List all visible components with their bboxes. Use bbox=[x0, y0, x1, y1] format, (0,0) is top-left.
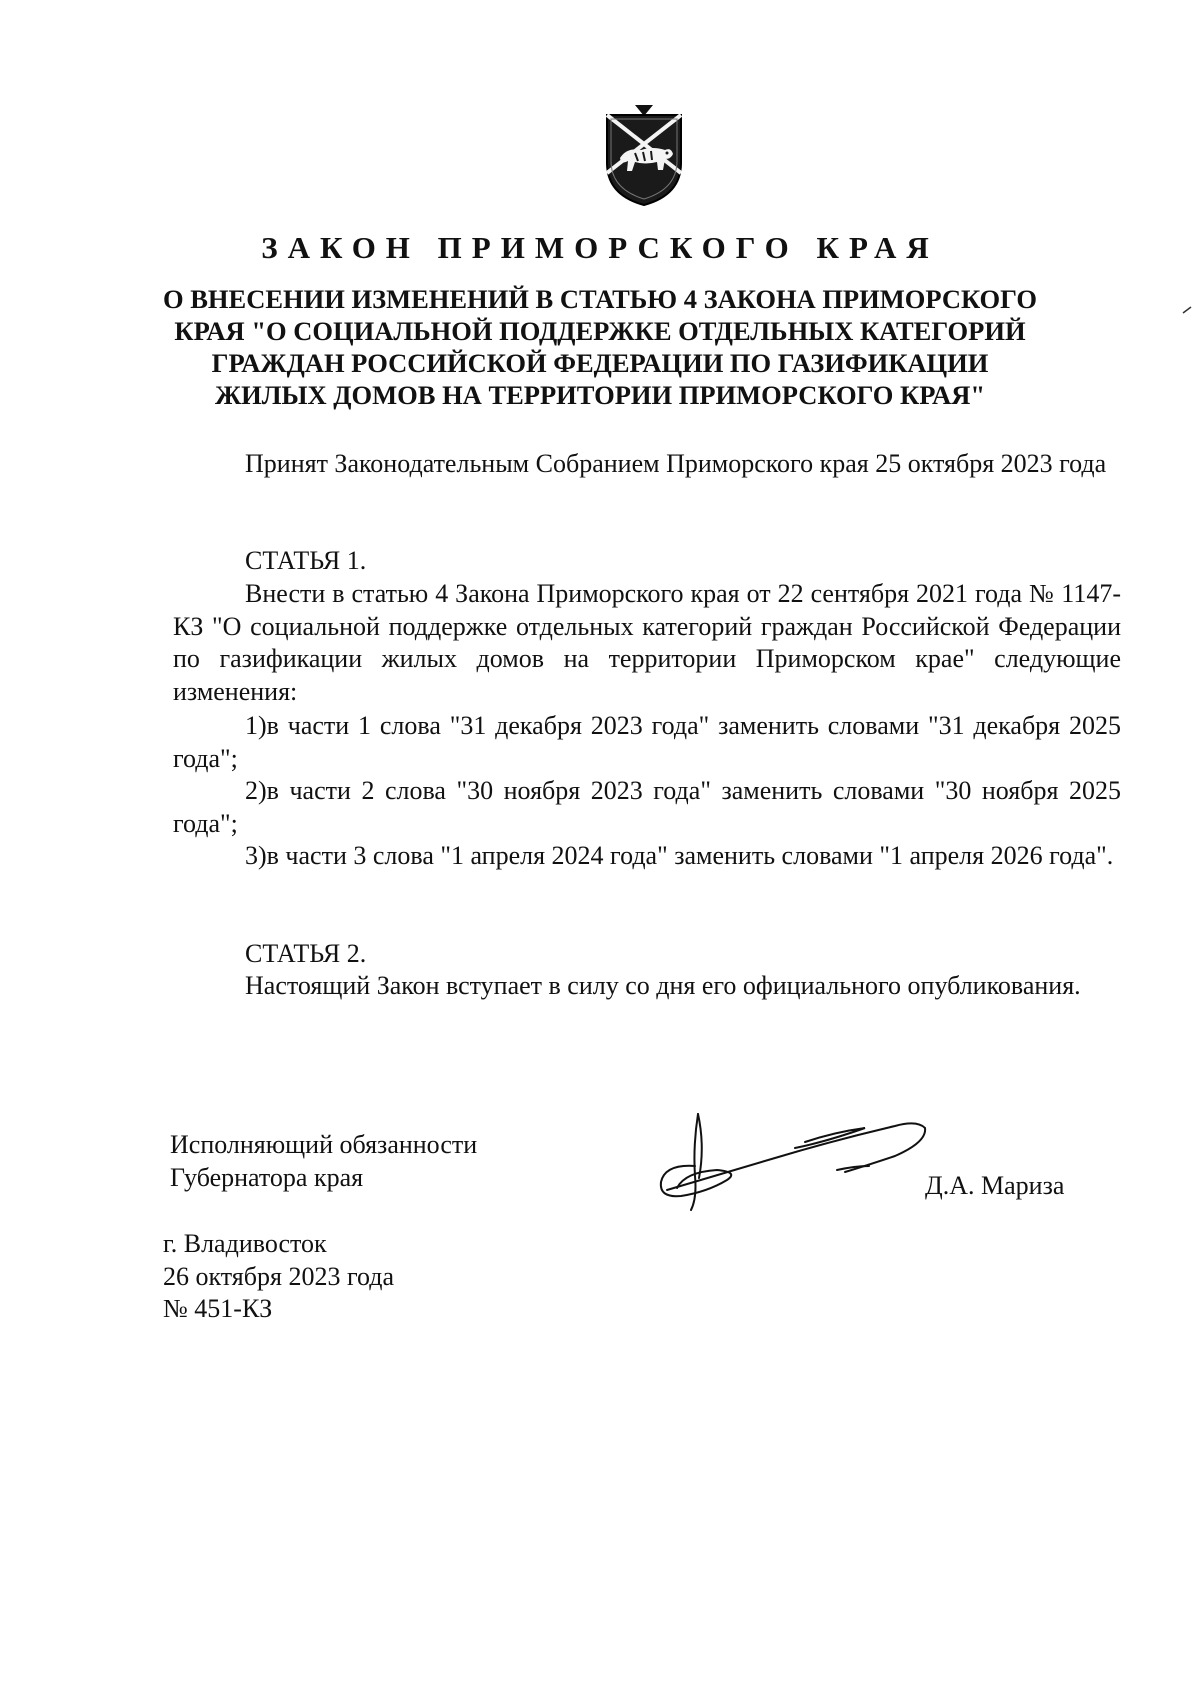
signing-date: 26 октября 2023 года bbox=[163, 1261, 394, 1291]
article-1-intro: Внести в статью 4 Закона Приморского края от 22 сентября 2021 года № 1147-КЗ "О социальной поддержке отдельных категорий граждан Российской Федерации по газификации жилых домов на территории Приморском крае" следующие изменения: bbox=[173, 579, 1121, 706]
law-subtitle bbox=[150, 283, 1050, 411]
signer-position bbox=[170, 1128, 590, 1194]
law-number: № 451-КЗ bbox=[163, 1294, 273, 1323]
primorsky-coat-of-arms-icon bbox=[605, 103, 683, 207]
article-1-item-2: 2)в части 2 слова "30 ноября 2023 года" заменить словами "30 ноября 2025 года"; bbox=[173, 776, 1121, 838]
handwritten-signature-icon bbox=[655, 1106, 955, 1218]
article-1-heading: СТАТЬЯ 1. bbox=[245, 546, 367, 575]
article-2-text: Настоящий Закон вступает в силу со дня его официального опубликования. bbox=[245, 971, 1081, 1000]
law-title: ЗАКОН ПРИМОРСКОГО КРАЯ bbox=[261, 230, 939, 265]
subtitle-line: О ВНЕСЕНИИ ИЗМЕНЕНИЙ В СТАТЬЮ 4 ЗАКОНА ПРИМОРСКОГО bbox=[163, 284, 1037, 314]
adoption-note: Принят Законодательным Собранием Приморского края 25 октября 2023 года bbox=[245, 449, 1107, 478]
subtitle-line: ЖИЛЫХ ДОМОВ НА ТЕРРИТОРИИ ПРИМОРСКОГО КРАЯ" bbox=[214, 380, 986, 410]
subtitle-line: КРАЯ "О СОЦИАЛЬНОЙ ПОДДЕРЖКЕ ОТДЕЛЬНЫХ КАТЕГОРИЙ bbox=[174, 316, 1026, 346]
signer-position-line: Губернатора края bbox=[170, 1163, 364, 1192]
signer-position-line: Исполняющий обязанности bbox=[170, 1130, 478, 1159]
document-meta bbox=[163, 1228, 394, 1326]
signing-city: г. Владивосток bbox=[163, 1229, 327, 1258]
article-1-item-3: 3)в части 3 слова "1 апреля 2024 года" заменить словами "1 апреля 2026 года". bbox=[245, 841, 1114, 870]
subtitle-line: ГРАЖДАН РОССИЙСКОЙ ФЕДЕРАЦИИ ПО ГАЗИФИКАЦИИ bbox=[211, 348, 989, 378]
signer-name: Д.А. Мариза bbox=[925, 1171, 1065, 1200]
article-1-item-1: 1)в части 1 слова "31 декабря 2023 года" заменить словами "31 декабря 2025 года"; bbox=[173, 711, 1121, 773]
stray-pen-mark bbox=[1182, 306, 1192, 314]
article-2-heading: СТАТЬЯ 2. bbox=[245, 939, 367, 968]
